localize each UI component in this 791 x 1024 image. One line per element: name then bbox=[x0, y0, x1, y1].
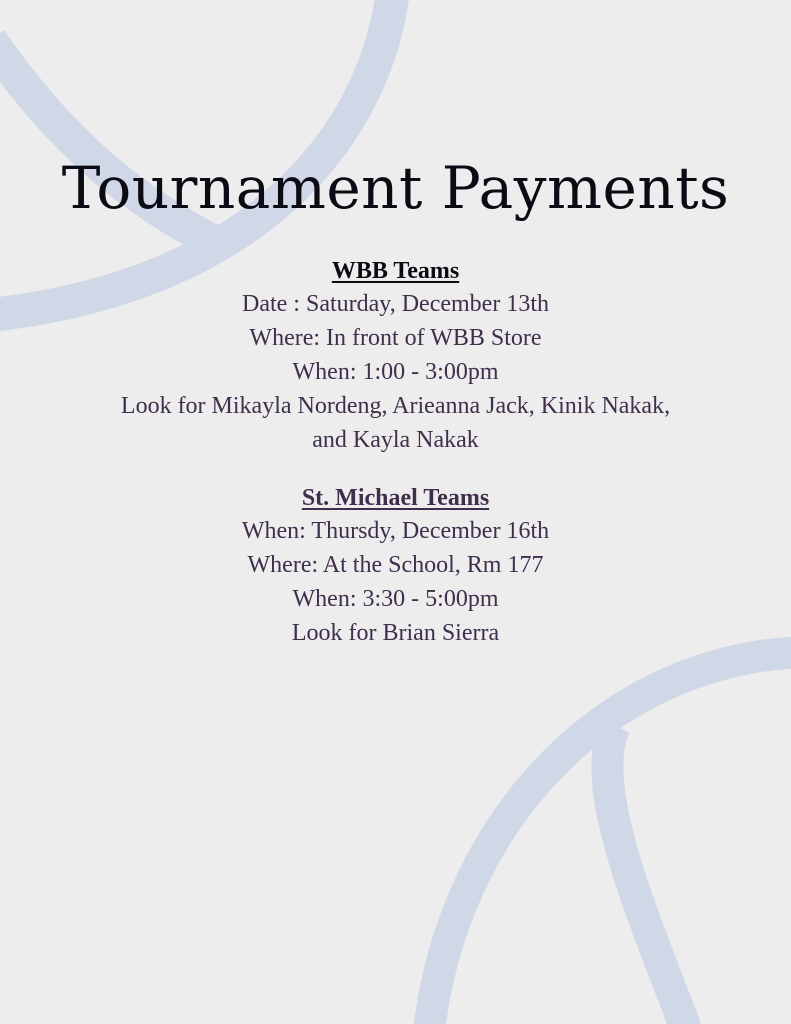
st-michael-where-line: Where: At the School, Rm 177 bbox=[247, 552, 544, 578]
st-michael-teams-section bbox=[0, 482, 791, 650]
page-title: Tournament Payments bbox=[61, 154, 730, 222]
st-michael-when-date-line: When: Thursdy, December 16th bbox=[241, 518, 550, 544]
wbb-when-line: When: 1:00 - 3:00pm bbox=[292, 359, 499, 385]
st-michael-teams-heading: St. Michael Teams bbox=[301, 485, 490, 511]
wbb-where-line: Where: In front of WBB Store bbox=[249, 325, 542, 351]
st-michael-when-time-line: When: 3:30 - 5:00pm bbox=[292, 586, 499, 612]
wbb-teams-heading: WBB Teams bbox=[331, 258, 460, 284]
wbb-contact-line-continued: and Kayla Nakak bbox=[312, 427, 479, 453]
wbb-date-line: Date : Saturday, December 13th bbox=[242, 291, 549, 317]
st-michael-contact-line: Look for Brian Sierra bbox=[291, 620, 500, 646]
wbb-contact-line: Look for Mikayla Nordeng, Arieanna Jack, Kinik Nakak, bbox=[120, 393, 671, 419]
wbb-teams-section bbox=[0, 255, 791, 457]
